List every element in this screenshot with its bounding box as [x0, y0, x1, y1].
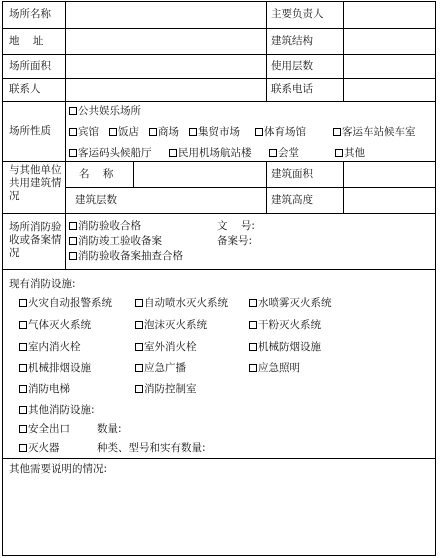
acceptance-option-passed[interactable]: 消防验收合格	[69, 220, 141, 233]
checkbox[interactable]	[69, 252, 77, 260]
shared-building-floors-label: 建筑层数	[75, 194, 117, 206]
checkbox[interactable]	[19, 444, 27, 452]
nature-option-market[interactable]: 集贸市场	[189, 126, 240, 139]
notes-title: 其他需要说明的情况:	[9, 463, 108, 475]
contact-person-field[interactable]	[67, 80, 265, 100]
checkbox[interactable]	[135, 299, 143, 307]
shared-building-height-label: 建筑高度	[271, 194, 313, 206]
checkbox[interactable]	[69, 107, 77, 115]
extinguisher-detail-label: 种类、型号和实有数量:	[97, 442, 206, 454]
checkbox[interactable]	[69, 222, 77, 230]
facility-dry-powder[interactable]: 干粉灭火系统	[249, 319, 321, 332]
checkbox[interactable]	[135, 364, 143, 372]
checkbox[interactable]	[269, 149, 277, 157]
acceptance-label: 场所消防验收或备案情况	[9, 221, 62, 259]
responsible-person-label: 主要负责人	[271, 8, 324, 20]
facility-emergency-lighting[interactable]: 应急照明	[249, 362, 300, 375]
facility-outdoor-hydrant[interactable]: 室外消火栓	[135, 341, 197, 354]
checkbox[interactable]	[19, 385, 27, 393]
facility-control-room[interactable]: 消防控制室	[135, 383, 197, 396]
shared-building-label: 与其他单位共用建筑情况	[9, 164, 62, 202]
venue-name-label: 场所名称	[9, 8, 51, 20]
nature-option-mall[interactable]: 商场	[149, 126, 179, 139]
checkbox[interactable]	[69, 128, 77, 136]
checkbox[interactable]	[149, 128, 157, 136]
nature-option-assembly-hall[interactable]: 会堂	[269, 147, 299, 160]
facility-smoke-prevention[interactable]: 机械防烟设施	[249, 341, 321, 354]
nature-option-ferry-terminal[interactable]: 客运码头候船厅	[69, 147, 152, 160]
address-label: 地 址	[9, 35, 44, 47]
venue-name-field[interactable]	[67, 3, 265, 27]
nature-option-restaurant[interactable]: 饭店	[109, 126, 139, 139]
checkbox[interactable]	[19, 406, 27, 414]
building-structure-field[interactable]	[345, 30, 433, 53]
facility-water-mist[interactable]: 水喷雾灭火系统	[249, 297, 332, 310]
nature-option-other[interactable]: 其他	[335, 147, 365, 160]
record-number-label: 备案号:	[217, 235, 253, 247]
checkbox[interactable]	[19, 299, 27, 307]
nature-option-airport-terminal[interactable]: 民用机场航站楼	[169, 147, 252, 160]
used-floors-label: 使用层数	[271, 60, 313, 72]
checkbox[interactable]	[135, 385, 143, 393]
checkbox[interactable]	[19, 321, 27, 329]
facility-safety-exit[interactable]: 安全出口	[19, 423, 70, 436]
facilities-title: 现有消防设施:	[9, 278, 76, 290]
fire-safety-form	[2, 1, 436, 556]
checkbox[interactable]	[135, 321, 143, 329]
venue-area-field[interactable]	[67, 56, 265, 77]
acceptance-option-completion-record[interactable]: 消防竣工验收备案	[69, 235, 162, 248]
shared-building-floors-field[interactable]	[135, 189, 265, 212]
contact-phone-label: 联系电话	[271, 83, 313, 95]
contact-phone-field[interactable]	[345, 80, 433, 100]
nature-option-public-entertainment[interactable]: 公共娱乐场所	[69, 105, 141, 118]
nature-option-hotel[interactable]: 宾馆	[69, 126, 99, 139]
shared-building-area-label: 建筑面积	[271, 168, 313, 180]
contact-person-label: 联系人	[9, 83, 41, 95]
checkbox[interactable]	[69, 149, 77, 157]
checkbox[interactable]	[19, 425, 27, 433]
acceptance-option-spot-check[interactable]: 消防验收备案抽查合格	[69, 250, 183, 263]
responsible-person-field[interactable]	[345, 3, 433, 27]
venue-area-label: 场所面积	[9, 60, 51, 72]
shared-unit-name-label: 名 称	[79, 168, 114, 180]
facility-fire-alarm[interactable]: 火灾自动报警系统	[19, 297, 112, 310]
checkbox[interactable]	[19, 364, 27, 372]
address-field[interactable]	[67, 30, 265, 53]
checkbox[interactable]	[249, 343, 257, 351]
facility-fire-elevator[interactable]: 消防电梯	[19, 383, 70, 396]
checkbox[interactable]	[19, 343, 27, 351]
checkbox[interactable]	[335, 149, 343, 157]
checkbox[interactable]	[255, 128, 263, 136]
checkbox[interactable]	[109, 128, 117, 136]
checkbox[interactable]	[135, 343, 143, 351]
checkbox[interactable]	[169, 149, 177, 157]
facility-indoor-hydrant[interactable]: 室内消火栓	[19, 341, 81, 354]
facility-other[interactable]: 其他消防设施:	[19, 404, 95, 417]
nature-option-stadium[interactable]: 体育场馆	[255, 126, 306, 139]
shared-building-area-field[interactable]	[345, 163, 433, 186]
facility-foam[interactable]: 泡沫灭火系统	[135, 319, 207, 332]
facility-sprinkler[interactable]: 自动喷水灭火系统	[135, 297, 228, 310]
used-floors-field[interactable]	[345, 56, 433, 77]
facility-emergency-broadcast[interactable]: 应急广播	[135, 362, 186, 375]
checkbox[interactable]	[249, 299, 257, 307]
facility-gas[interactable]: 气体灭火系统	[19, 319, 91, 332]
shared-unit-name-field[interactable]	[135, 163, 265, 186]
building-structure-label: 建筑结构	[271, 35, 313, 47]
doc-number-label: 文 号:	[217, 220, 255, 232]
checkbox[interactable]	[69, 237, 77, 245]
facility-extinguisher[interactable]: 灭火器	[19, 442, 60, 455]
checkbox[interactable]	[333, 128, 341, 136]
shared-building-height-field[interactable]	[345, 189, 433, 212]
facility-smoke-exhaust[interactable]: 机械排烟设施	[19, 362, 91, 375]
safety-exit-quantity-label: 数量:	[97, 423, 122, 435]
checkbox[interactable]	[249, 321, 257, 329]
checkbox[interactable]	[189, 128, 197, 136]
venue-nature-label: 场所性质	[9, 125, 51, 137]
nature-option-bus-station[interactable]: 客运车站候车室	[333, 126, 416, 139]
notes-field[interactable]	[7, 480, 431, 552]
checkbox[interactable]	[249, 364, 257, 372]
